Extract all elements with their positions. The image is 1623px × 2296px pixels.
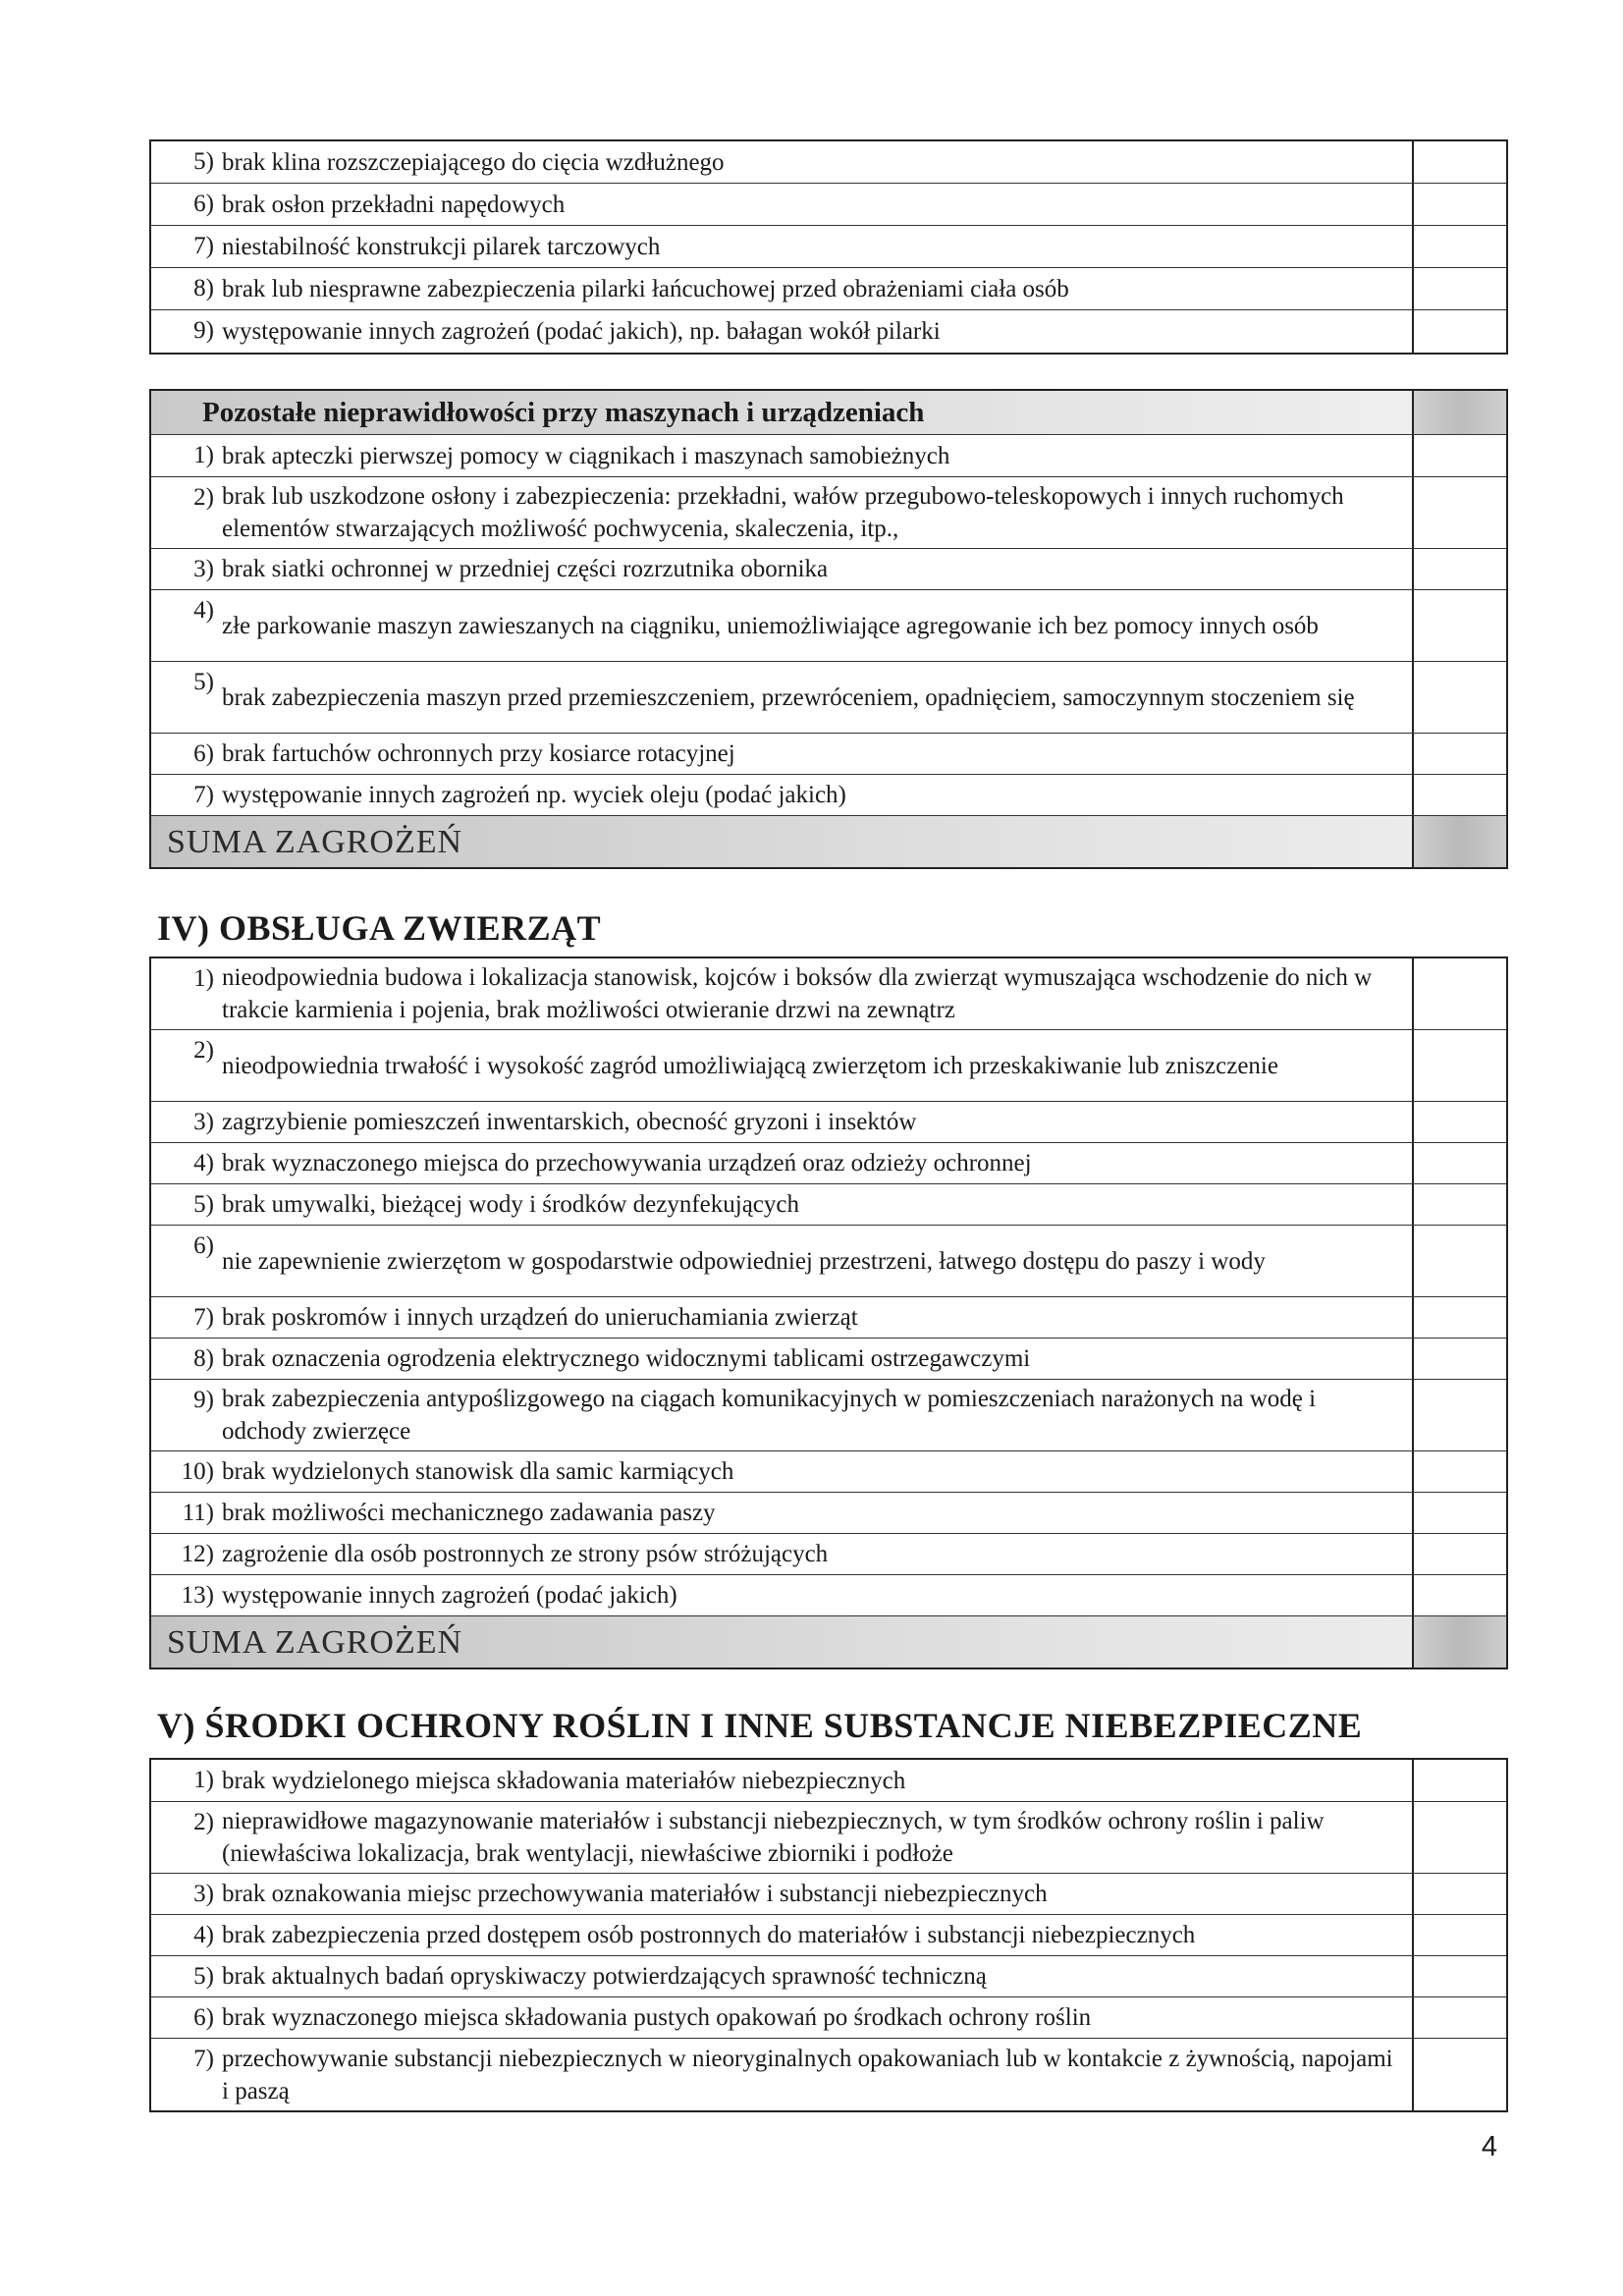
item-text: brak apteczki pierwszej pomocy w ciągnikach i maszynach samobieżnych <box>222 442 950 469</box>
table-header: Pozostałe nieprawidłowości przy maszynach i urządzeniach <box>151 391 1412 434</box>
table-row <box>151 2039 1506 2110</box>
item-text: brak wyznaczonego miejsca do przechowywania urządzeń oraz odzieży ochronnej <box>222 1150 1032 1176</box>
score-cell[interactable] <box>1412 662 1506 733</box>
item-number: 12) <box>181 1541 214 1567</box>
sum-row <box>151 816 1506 867</box>
item-text: brak możliwości mechanicznego zadawania paszy <box>222 1500 716 1526</box>
score-cell[interactable] <box>1412 1534 1506 1574</box>
score-cell[interactable] <box>1412 477 1506 548</box>
table-row <box>151 1339 1506 1380</box>
score-cell[interactable] <box>1412 184 1506 225</box>
item-text: brak siatki ochronnej w przedniej części rozrzutnika obornika <box>222 556 829 582</box>
section-title-iv: IV) OBSŁUGA ZWIERZĄT <box>157 908 602 948</box>
item-text: brak osłon przekładni napędowych <box>222 191 566 218</box>
table-row <box>151 734 1506 775</box>
item-number: 1) <box>193 965 214 992</box>
score-cell[interactable] <box>1412 226 1506 267</box>
table-animal-handling <box>149 957 1508 1669</box>
table-row <box>151 1956 1506 1997</box>
table-row <box>151 1874 1506 1915</box>
item-text: brak aktualnych badań opryskiwaczy potwierdzających sprawność techniczną <box>222 1963 987 1990</box>
score-cell[interactable] <box>1412 1451 1506 1492</box>
score-cell[interactable] <box>1412 1226 1506 1296</box>
table-row <box>151 775 1506 816</box>
score-cell[interactable] <box>1412 590 1506 661</box>
item-text: brak wyznaczonego miejsca składowania pustych opakowań po środkach ochrony roślin <box>222 2004 1092 2031</box>
score-cell[interactable] <box>1412 1760 1506 1801</box>
table-row <box>151 1297 1506 1339</box>
table-row <box>151 1184 1506 1226</box>
table-row <box>151 435 1506 477</box>
item-text: przechowywanie substancji niebezpiecznych w nieoryginalnych opakowaniach lub w kontakcie z żywnością, napojami i paszą <box>222 2045 1393 2105</box>
score-cell[interactable] <box>1412 1915 1506 1955</box>
item-text: brak zabezpieczenia antypoślizgowego na ciągach komunikacyjnych w pomieszczeniach narażonych na wodę i odchody zwierzęce <box>222 1386 1317 1445</box>
table-row <box>151 1030 1506 1102</box>
table-row <box>151 1997 1506 2039</box>
item-number: 6) <box>193 740 214 767</box>
item-number: 3) <box>193 1881 214 1907</box>
table-row <box>151 549 1506 590</box>
item-number: 2) <box>193 1809 214 1835</box>
item-number: 5) <box>193 148 214 175</box>
table-row <box>151 1493 1506 1534</box>
page-number: 4 <box>1481 2131 1497 2162</box>
item-number: 7) <box>193 233 214 259</box>
item-text: brak fartuchów ochronnych przy kosiarce rotacyjnej <box>222 740 735 767</box>
table-row <box>151 184 1506 226</box>
item-text: brak umywalki, bieżącej wody i środków dezynfekujących <box>222 1191 799 1218</box>
item-number: 6) <box>193 191 214 217</box>
table-row <box>151 1575 1506 1616</box>
table-row <box>151 1760 1506 1802</box>
score-cell[interactable] <box>1412 310 1506 353</box>
score-cell[interactable] <box>1412 549 1506 589</box>
score-cell[interactable] <box>1412 775 1506 815</box>
table-row <box>151 310 1506 353</box>
item-number: 1) <box>193 442 214 468</box>
score-cell[interactable] <box>1412 141 1506 183</box>
item-text: zagrożenie dla osób postronnych ze strony psów stróżujących <box>222 1541 829 1567</box>
table-row <box>151 590 1506 662</box>
score-cell[interactable] <box>1412 1997 1506 2038</box>
item-number: 1) <box>193 1767 214 1793</box>
item-number: 11) <box>182 1500 214 1526</box>
sum-label: SUMA ZAGROŻEŃ <box>151 816 1412 867</box>
item-text: brak oznakowania miejsc przechowywania materiałów i substancji niebezpiecznych <box>222 1881 1048 1907</box>
item-text: złe parkowanie maszyn zawieszanych na ciągniku, uniemożliwiające agregowanie ich bez pomocy innych osób <box>222 612 1319 639</box>
score-cell[interactable] <box>1412 1493 1506 1533</box>
table-row <box>151 1102 1506 1143</box>
item-text: występowanie innych zagrożeń (podać jakich), np. bałagan wokół pilarki <box>222 318 941 345</box>
item-text: brak klina rozszczepiającego do cięcia wzdłużnego <box>222 148 725 176</box>
score-cell[interactable] <box>1412 734 1506 774</box>
table-row <box>151 958 1506 1030</box>
item-number: 6) <box>193 1232 214 1259</box>
item-text: występowanie innych zagrożeń np. wyciek oleju (podać jakich) <box>222 782 846 808</box>
item-number: 2) <box>193 484 214 511</box>
item-text: niestabilność konstrukcji pilarek tarczowych <box>222 233 661 260</box>
item-number: 4) <box>193 1150 214 1176</box>
item-number: 4) <box>193 597 214 624</box>
score-cell[interactable] <box>1412 1956 1506 1996</box>
item-number: 5) <box>193 669 214 695</box>
score-cell[interactable] <box>1412 1575 1506 1615</box>
sum-row <box>151 1616 1506 1667</box>
table-row <box>151 1915 1506 1956</box>
table-row <box>151 1802 1506 1874</box>
table-row <box>151 226 1506 268</box>
item-text: brak wydzielonego miejsca składowania materiałów niebezpiecznych <box>222 1767 906 1794</box>
item-text: brak wydzielonych stanowisk dla samic karmiących <box>222 1458 734 1485</box>
score-cell[interactable] <box>1412 435 1506 476</box>
score-cell[interactable] <box>1412 1143 1506 1183</box>
score-cell[interactable] <box>1412 1380 1506 1450</box>
item-number: 3) <box>193 556 214 582</box>
item-number: 10) <box>181 1458 214 1485</box>
item-text: brak zabezpieczenia maszyn przed przemieszczeniem, przewróceniem, opadnięciem, samoczynnym stoczeniem się <box>222 683 1355 711</box>
table-row <box>151 1534 1506 1575</box>
item-number: 4) <box>193 1922 214 1948</box>
sum-cell[interactable] <box>1412 816 1506 867</box>
table-row <box>151 1451 1506 1493</box>
table-header-row <box>151 391 1506 435</box>
score-cell[interactable] <box>1412 2039 1506 2110</box>
item-number: 5) <box>193 1963 214 1990</box>
item-text: brak poskromów i innych urządzeń do unieruchamiania zwierząt <box>222 1304 858 1331</box>
item-number: 2) <box>193 1037 214 1064</box>
item-number: 7) <box>193 782 214 808</box>
item-number: 6) <box>193 2004 214 2031</box>
item-number: 13) <box>181 1582 214 1609</box>
score-cell[interactable] <box>1412 1297 1506 1338</box>
sum-cell[interactable] <box>1412 1616 1506 1667</box>
item-text: nie zapewnienie zwierzętom w gospodarstwie odpowiedniej przestrzeni, łatwego dostępu do paszy i wody <box>222 1247 1266 1275</box>
item-text: nieodpowiednia budowa i lokalizacja stanowisk, kojców i boksów dla zwierząt wymuszająca wschodzenie do nich w trakcie karmienia i pojenia, brak możliwości otwieranie drzwi na zewnątrz <box>222 964 1373 1023</box>
table-row <box>151 141 1506 184</box>
table-row <box>151 477 1506 549</box>
item-number: 3) <box>193 1109 214 1135</box>
table-row <box>151 662 1506 734</box>
score-cell[interactable] <box>1412 1184 1506 1225</box>
item-number: 7) <box>193 2046 214 2072</box>
score-cell[interactable] <box>1412 1802 1506 1873</box>
item-number: 9) <box>193 1387 214 1413</box>
table-row <box>151 1143 1506 1184</box>
item-text: brak lub uszkodzone osłony i zabezpieczenia: przekładni, wałów przegubowo-teleskopowych i innych ruchomych elementów stwarzających możliwość pochwycenia, skaleczenia, itp., <box>222 483 1344 542</box>
table-row <box>151 1226 1506 1297</box>
item-text: występowanie innych zagrożeń (podać jakich) <box>222 1582 677 1609</box>
item-number: 9) <box>193 317 214 344</box>
item-text: brak zabezpieczenia przed dostępem osób postronnych do materiałów i substancji niebezpiecznych <box>222 1922 1196 1948</box>
sum-label: SUMA ZAGROŻEŃ <box>151 1616 1412 1667</box>
item-text: brak lub niesprawne zabezpieczenia pilarki łańcuchowej przed obrażeniami ciała osób <box>222 275 1069 302</box>
score-cell[interactable] <box>1412 268 1506 309</box>
score-cell[interactable] <box>1412 1874 1506 1914</box>
item-number: 8) <box>193 1345 214 1372</box>
item-text: zagrzybienie pomieszczeń inwentarskich, obecność gryzoni i insektów <box>222 1109 917 1135</box>
item-text: nieprawidłowe magazynowanie materiałów i substancji niebezpiecznych, w tym środków ochrony roślin i paliw (niewłaściwa lokalizacja, brak wentylacji, niewłaściwe zbiorniki i podłoże <box>222 1808 1325 1867</box>
table-row <box>151 1380 1506 1451</box>
item-text: brak oznaczenia ogrodzenia elektrycznego widocznymi tablicami ostrzegawczymi <box>222 1345 1031 1372</box>
table-machines <box>149 389 1508 869</box>
item-number: 7) <box>193 1304 214 1331</box>
item-number: 5) <box>193 1191 214 1218</box>
table-saw-hazards <box>149 139 1508 355</box>
section-title-v: V) ŚRODKI OCHRONY ROŚLIN I INNE SUBSTANCJE NIEBEZPIECZNE <box>157 1706 1363 1745</box>
score-cell[interactable] <box>1412 1030 1506 1101</box>
score-cell[interactable] <box>1412 1102 1506 1142</box>
score-cell[interactable] <box>1412 958 1506 1029</box>
score-cell[interactable] <box>1412 1339 1506 1379</box>
table-row <box>151 268 1506 310</box>
table-plant-protection <box>149 1758 1508 2112</box>
item-text: nieodpowiednia trwałość i wysokość zagród umożliwiającą zwierzętom ich przeskakiwanie lub zniszczenie <box>222 1052 1278 1079</box>
item-number: 8) <box>193 275 214 301</box>
